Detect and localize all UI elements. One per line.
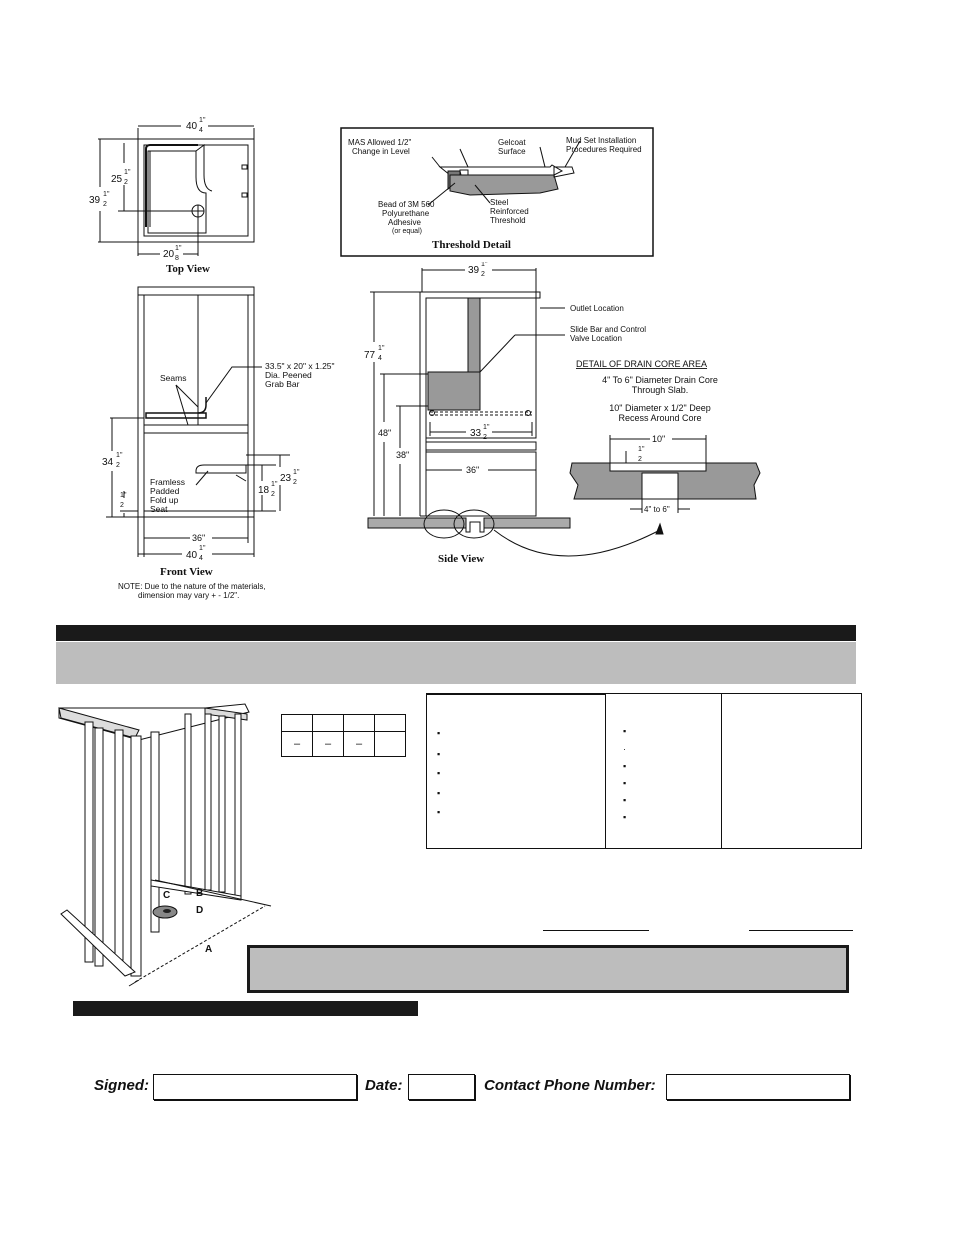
phone-label: Contact Phone Number: (484, 1077, 656, 1094)
svg-text:4: 4 (378, 355, 382, 362)
svg-text:2: 2 (638, 456, 642, 463)
svg-text:": " (179, 245, 182, 252)
svg-text:77: 77 (364, 350, 376, 361)
svg-text:2: 2 (116, 462, 120, 469)
svg-text:Outlet Location: Outlet Location (570, 304, 624, 313)
svg-text:Grab Bar: Grab Bar (265, 379, 300, 389)
svg-text:1: 1 (120, 492, 124, 499)
svg-text:Mud Set Installation: Mud Set Installation (566, 136, 637, 145)
options-column-2 (605, 694, 722, 848)
svg-text:Threshold: Threshold (490, 216, 526, 225)
options-column-3 (721, 694, 860, 848)
svg-text:1: 1 (199, 117, 203, 124)
option-bullet: ▪ (437, 768, 441, 778)
svg-text:Fold up: Fold up (150, 495, 179, 505)
svg-text:1: 1 (481, 262, 485, 268)
framing-label-b: B (196, 888, 204, 899)
svg-text:1: 1 (293, 469, 297, 476)
svg-text:2: 2 (120, 502, 124, 509)
section-title-bar (56, 642, 856, 684)
svg-text:10": 10" (652, 434, 666, 444)
section-header-bar (56, 625, 856, 641)
svg-text:": " (203, 545, 206, 552)
date-label: Date: (365, 1077, 403, 1094)
framing-illustration (55, 700, 275, 1000)
code-cell[interactable]: – (313, 732, 344, 757)
svg-text:36": 36" (466, 465, 480, 475)
signature-header-bar (73, 1001, 418, 1016)
svg-text:": " (642, 446, 645, 453)
drain-detail-title: DETAIL OF DRAIN CORE AREA (576, 359, 708, 369)
code-cell[interactable] (375, 732, 406, 757)
svg-text:2: 2 (103, 201, 107, 208)
code-cell[interactable]: – (282, 732, 313, 757)
svg-text:Adhesive: Adhesive (388, 218, 421, 227)
svg-text:4: 4 (199, 555, 203, 562)
svg-text:Slide Bar and Control: Slide Bar and Control (570, 325, 647, 334)
phone-field[interactable] (666, 1074, 850, 1100)
svg-text:2: 2 (481, 271, 485, 278)
svg-text:2: 2 (483, 434, 487, 441)
svg-text:Through Slab.: Through Slab. (631, 385, 689, 395)
svg-text:23: 23 (280, 473, 292, 484)
svg-text:Reinforced: Reinforced (490, 207, 529, 216)
svg-text:Padded: Padded (150, 486, 180, 496)
code-cell[interactable]: – (344, 732, 375, 757)
entry-underline-1[interactable] (543, 930, 649, 931)
svg-text:10" Diameter x 1/2" Deep: 10" Diameter x 1/2" Deep (609, 403, 711, 413)
threshold-detail-drawing (340, 127, 656, 259)
svg-text:": " (487, 424, 490, 431)
top-depth-whole: 39 (89, 195, 101, 206)
framing-label-a: A (205, 944, 213, 955)
svg-text:8: 8 (175, 255, 179, 262)
top-view-drawing (86, 115, 266, 285)
svg-text:33: 33 (470, 428, 482, 439)
svg-text:1: 1 (175, 245, 179, 252)
date-field[interactable] (408, 1074, 475, 1100)
svg-text:Bead of 3M 560: Bead of 3M 560 (378, 200, 435, 209)
top-width-whole: 40 (186, 121, 198, 132)
model-code-table (281, 714, 406, 757)
top-drain-whole: 20 (163, 249, 175, 260)
option-bullet: ▪ (437, 728, 441, 738)
svg-text:": " (203, 117, 206, 124)
svg-text:36": 36" (192, 533, 206, 543)
svg-text:4" To 6" Diameter Drain Core: 4" To 6" Diameter Drain Core (602, 375, 718, 385)
entry-underline-2[interactable] (749, 930, 853, 931)
svg-text:33.5" x 20" x 1.25": 33.5" x 20" x 1.25" (265, 361, 335, 371)
svg-text:": " (485, 262, 488, 268)
svg-text:4: 4 (199, 127, 203, 134)
svg-text:": " (128, 169, 131, 176)
svg-text:MAS Allowed 1/2": MAS Allowed 1/2" (348, 138, 412, 147)
svg-text:Dia. Peened: Dia. Peened (265, 370, 312, 380)
top-view-title: Top View (166, 263, 210, 275)
svg-text:2: 2 (293, 479, 297, 486)
framing-label-c: C (163, 890, 171, 901)
option-bullet: · (623, 744, 626, 754)
signed-field[interactable] (153, 1074, 357, 1100)
svg-text:": " (275, 481, 278, 488)
svg-text:1: 1 (483, 424, 487, 431)
option-bullet: ▪ (437, 788, 441, 798)
svg-text:Steel: Steel (490, 198, 509, 207)
svg-text:": " (382, 345, 385, 352)
svg-text:34: 34 (102, 457, 114, 468)
svg-text:38": 38" (396, 450, 410, 460)
svg-text:Recess Around Core: Recess Around Core (618, 413, 702, 423)
svg-text:39: 39 (468, 265, 480, 276)
top-inner-whole: 25 (111, 174, 123, 185)
framing-label-d: D (196, 905, 204, 916)
option-bullet: ▪ (437, 807, 441, 817)
svg-text:40: 40 (186, 550, 198, 561)
svg-text:1: 1 (199, 545, 203, 552)
svg-text:Framless: Framless (150, 477, 185, 487)
svg-text:Procedures Required: Procedures Required (566, 145, 642, 154)
svg-text:1: 1 (124, 169, 128, 176)
svg-text:1: 1 (103, 191, 107, 198)
front-view-title: Front View (160, 566, 213, 578)
side-view-title: Side View (438, 553, 485, 565)
svg-text:": " (120, 452, 123, 459)
svg-text:": " (124, 492, 127, 499)
svg-text:": " (297, 469, 300, 476)
svg-text:2: 2 (271, 491, 275, 498)
svg-text:Gelcoat: Gelcoat (498, 138, 526, 147)
options-column-1 (427, 694, 606, 848)
svg-text:18: 18 (258, 485, 270, 496)
svg-text:Change in Level: Change in Level (352, 147, 410, 156)
svg-text:(or equal): (or equal) (392, 228, 422, 235)
option-bullet: ▪ (623, 761, 627, 771)
svg-text:Seat: Seat (150, 504, 168, 514)
svg-text:1: 1 (271, 481, 275, 488)
svg-text:48": 48" (378, 428, 392, 438)
option-bullet: ▪ (623, 778, 627, 788)
option-bullet: ▪ (437, 749, 441, 759)
options-grid (426, 693, 862, 849)
svg-text:": " (107, 191, 110, 198)
svg-text:1: 1 (638, 446, 642, 453)
option-bullet: ▪ (623, 795, 627, 805)
svg-text:Valve Location: Valve Location (570, 334, 622, 343)
svg-text:Surface: Surface (498, 147, 526, 156)
front-note-line2: dimension may vary + - 1/2". (138, 591, 240, 600)
front-view-drawing (100, 285, 350, 605)
svg-text:4" to 6": 4" to 6" (644, 505, 670, 514)
option-bullet: ▪ (623, 812, 627, 822)
svg-text:Polyurethane: Polyurethane (382, 209, 430, 218)
signed-label: Signed: (94, 1077, 149, 1094)
front-seams-label: Seams (160, 373, 187, 383)
svg-text:1: 1 (378, 345, 382, 352)
option-bullet: ▪ (623, 726, 627, 736)
svg-text:2: 2 (124, 179, 128, 186)
drain-detail-drawing (566, 355, 766, 520)
svg-text:1: 1 (116, 452, 120, 459)
threshold-detail-title: Threshold Detail (432, 239, 511, 251)
notice-box (247, 945, 849, 993)
front-note-line1: NOTE: Due to the nature of the materials, (118, 582, 266, 591)
